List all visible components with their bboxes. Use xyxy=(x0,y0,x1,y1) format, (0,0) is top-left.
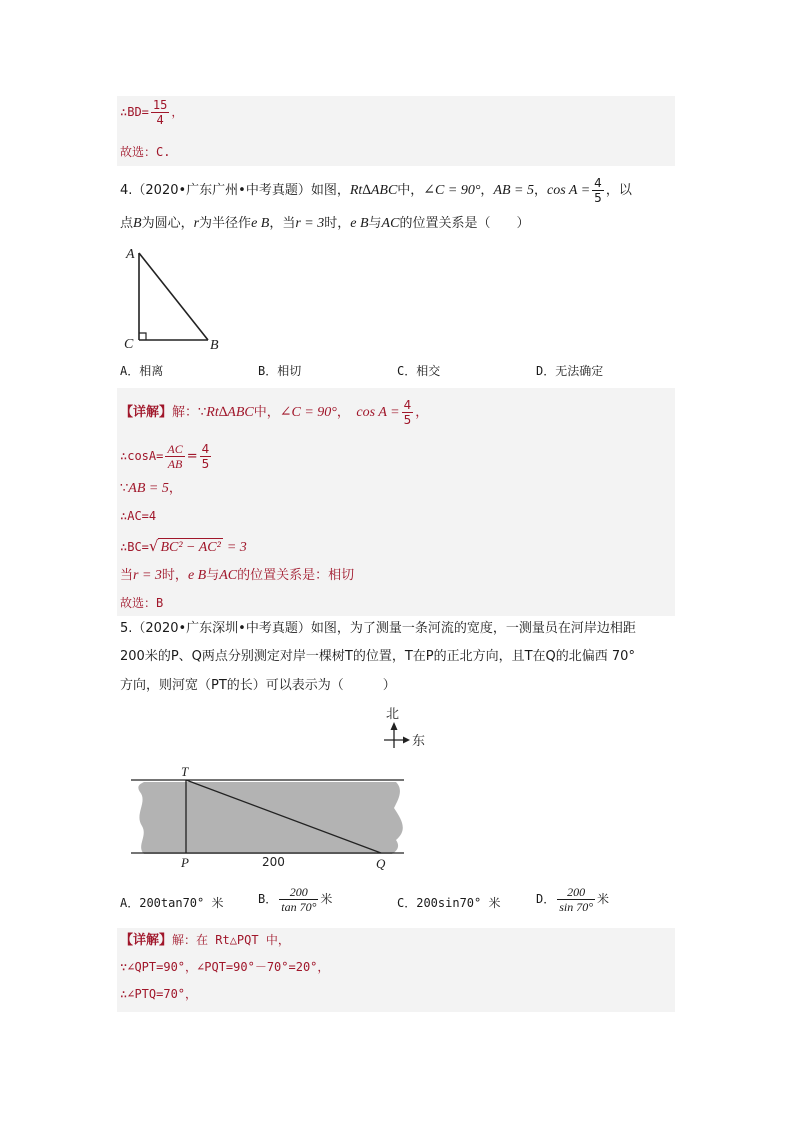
q4-option-d[interactable]: D．无法确定 xyxy=(536,364,604,378)
q4-solution-line3: ∵AB = 5， xyxy=(120,481,182,496)
compass-north-label: 北 xyxy=(386,707,400,722)
river-water-area xyxy=(138,782,402,854)
q4-option-c[interactable]: C．相交 xyxy=(397,364,441,378)
point-q-label: Q xyxy=(376,856,386,871)
q5-solution-line3: ∴∠PTQ=70°， xyxy=(120,987,198,1001)
q5-stem-line1: 5.（2020•广东深圳•中考真题）如图，为了测量一条河流的宽度，一测量员在河岸边相距 xyxy=(120,621,636,636)
q4-solution-line7: 故选：B xyxy=(120,596,164,610)
q5-stem-line3: 方向，则河宽（PT的长）可以表示为（ ） xyxy=(120,678,396,693)
prev-solution-answer: 故选：C. xyxy=(120,145,171,159)
prev-solution-line1: ∴BD= $\frac{15}{4}$ ， xyxy=(120,98,184,127)
distance-label: 200 xyxy=(262,855,285,869)
point-t-label: T xyxy=(181,764,189,779)
vertex-c-label: C xyxy=(124,337,134,352)
q4-triangle-figure xyxy=(120,240,230,355)
q5-solution-line1: 【详解】解：在 Rt△PQT 中， xyxy=(120,933,290,948)
q4-stem-line2: 点B为圆心，r为半径作e B，当r = 3时，e B与AC的位置关系是（ ） xyxy=(120,216,530,231)
compass-figure xyxy=(376,704,436,754)
compass-east-label: 东 xyxy=(412,734,426,749)
q5-solution-line2: ∵∠QPT=90°，∠PQT=90°－70°=20°， xyxy=(120,960,330,974)
right-angle-mark xyxy=(139,333,146,340)
q5-option-b[interactable]: B． $\frac{200}{\tan 70^\circ}$ 米 xyxy=(258,885,333,914)
side-ab xyxy=(139,253,208,340)
vertex-b-label: B xyxy=(210,338,219,353)
q5-option-a[interactable]: A．200tan70° 米 xyxy=(120,896,224,910)
q4-solution-line1: 【详解】解：∵Rt∆ABC中，∠C = 90°， cos A = $\frac{4}{5}$ ， xyxy=(120,398,429,427)
north-arrow-icon xyxy=(391,722,398,730)
q4-option-b[interactable]: B．相切 xyxy=(258,364,302,378)
q4-solution-line5: ∴BC=√ BC² − AC² = 3 xyxy=(120,537,247,555)
vertex-a-label: A xyxy=(126,247,135,262)
q4-solution-line4: ∴AC=4 xyxy=(120,509,157,523)
river-figure xyxy=(126,762,408,872)
q4-option-a[interactable]: A．相离 xyxy=(120,364,164,378)
prev-solution-panel xyxy=(117,96,675,166)
point-p-label: P xyxy=(181,855,189,870)
q4-solution-line2: ∴cosA= $\frac{AC}{AB}$ = $\frac{4}{5}$ xyxy=(120,442,210,471)
q4-stem-line1: 4.（2020•广东广州•中考真题）如图，Rt∆ABC中，∠C = 90°，AB = 5，cos A = $\frac{4}{5}$ ，以 xyxy=(120,176,632,205)
q4-solution-line6: 当r = 3时，e B与AC的位置关系是：相切 xyxy=(120,568,355,583)
q5-option-d[interactable]: D． $\frac{200}{\sin 70^\circ}$ 米 xyxy=(536,885,610,914)
q5-option-c[interactable]: C．200sin70° 米 xyxy=(397,896,501,910)
east-arrow-icon xyxy=(403,737,410,744)
q5-stem-line2: 200米的P、Q两点分别测定对岸一棵树T的位置，T在P的正北方向，且T在Q的北偏西 70° xyxy=(120,649,635,664)
